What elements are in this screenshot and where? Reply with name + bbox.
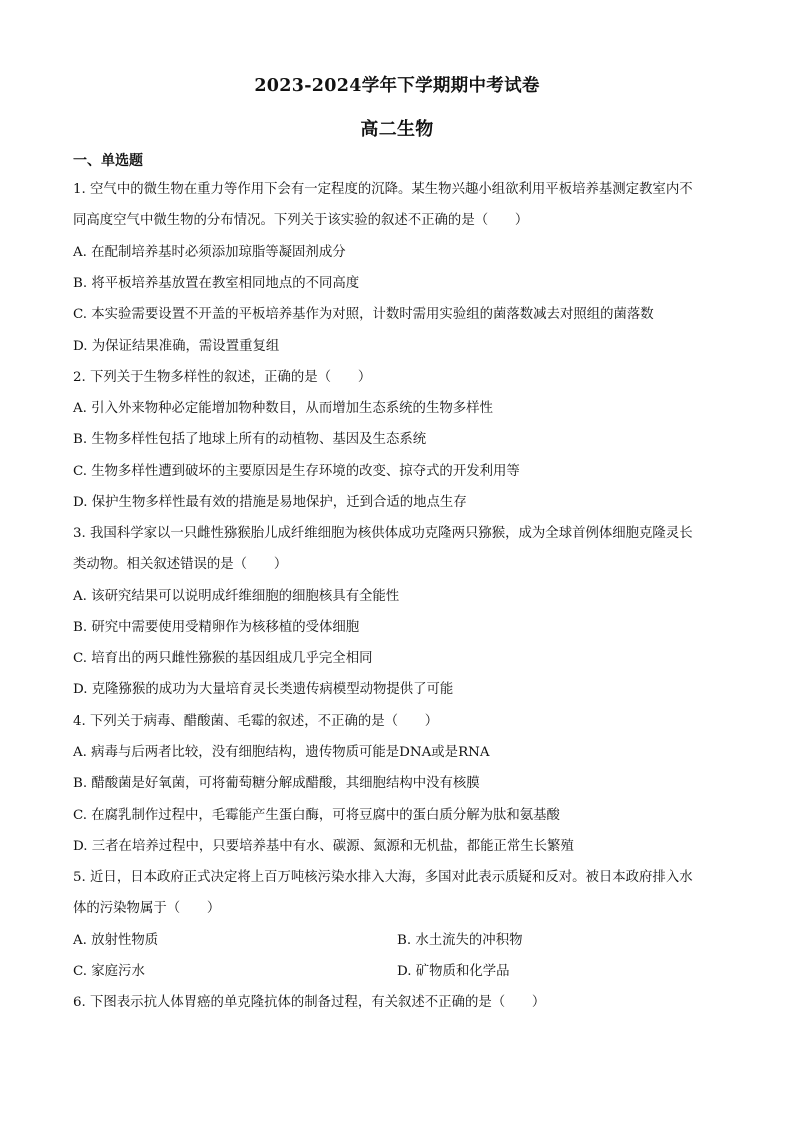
question-2-option-b: B. 生物多样性包括了地球上所有的动植物、基因及生态系统 [73,432,427,447]
exam-subject: 高二生物 [360,119,434,140]
question-4-stem-line-1: 4. 下列关于病毒、醋酸菌、毛霉的叙述，不正确的是（ ） [73,714,439,729]
question-5-stem-line-2: 体的污染物属于（ ） [73,901,221,916]
section-heading: 一、单选题 [73,153,143,169]
question-3-option-c: C. 培育出的两只雌性猕猴的基因组成几乎完全相同 [73,651,373,666]
question-1-stem-line-2: 同高度空气中微生物的分布情况。下列关于该实验的叙述不正确的是（ ） [73,213,529,228]
question-4-option-b: B. 醋酸菌是好氧菌，可将葡萄糖分解成醋酸，其细胞结构中没有核膜 [73,776,480,791]
question-1-option-c: C. 本实验需要设置不开盖的平板培养基作为对照，计数时需用实验组的菌落数减去对照组的菌落数 [73,307,654,322]
question-4-option-a: A. 病毒与后两者比较，没有细胞结构，遗传物质可能是DNA或是RNA [73,745,490,760]
question-5-option-a: A. 放射性物质 [73,933,159,948]
question-5-option-b: B. 水土流失的冲积物 [397,933,523,948]
question-3-stem-line-1: 3. 我国科学家以一只雌性猕猴胎儿成纤维细胞为核供体成功克隆两只猕猴，成为全球首例体细胞克隆灵长 [73,526,693,541]
question-3-option-a: A. 该研究结果可以说明成纤维细胞的细胞核具有全能性 [73,589,400,604]
question-4-option-c: C. 在腐乳制作过程中，毛霉能产生蛋白酶，可将豆腐中的蛋白质分解为肽和氨基酸 [73,808,560,823]
question-6-stem-line-1: 6. 下图表示抗人体胃癌的单克隆抗体的制备过程，有关叙述不正确的是（ ） [73,995,546,1010]
question-3-option-b: B. 研究中需要使用受精卵作为核移植的受体细胞 [73,620,360,635]
question-5-stem-line-1: 5. 近日，日本政府正式决定将上百万吨核污染水排入大海，多国对此表示质疑和反对。被日本政府排入水 [73,870,693,885]
question-3-stem-line-2: 类动物。相关叙述错误的是（ ） [73,557,288,572]
question-2-option-a: A. 引入外来物种必定能增加物种数目，从而增加生态系统的生物多样性 [73,401,493,416]
question-5-option-c: C. 家庭污水 [73,964,145,979]
question-3-option-d: D. 克隆猕猴的成功为大量培育灵长类遗传病模型动物提供了可能 [73,682,454,697]
question-1-option-a: A. 在配制培养基时必须添加琼脂等凝固剂成分 [73,245,346,260]
question-1-stem-line-1: 1. 空气中的微生物在重力等作用下会有一定程度的沉降。某生物兴趣小组欲利用平板培养基测定教室内不 [73,182,693,197]
question-4-option-d: D. 三者在培养过程中，只要培养基中有水、碳源、氮源和无机盐，都能正常生长繁殖 [73,839,574,854]
exam-title: 2023-2024学年下学期期中考试卷 [254,76,540,96]
question-2-stem-line-1: 2. 下列关于生物多样性的叙述，正确的是（ ） [73,370,372,385]
question-1-option-d: D. 为保证结果准确，需设置重复组 [73,339,280,354]
question-2-option-d: D. 保护生物多样性最有效的措施是易地保护，迁到合适的地点生存 [73,495,467,510]
question-5-option-d: D. 矿物质和化学品 [397,964,510,979]
question-2-option-c: C. 生物多样性遭到破坏的主要原因是生存环境的改变、掠夺式的开发利用等 [73,464,520,479]
question-1-option-b: B. 将平板培养基放置在教室相同地点的不同高度 [73,276,360,291]
